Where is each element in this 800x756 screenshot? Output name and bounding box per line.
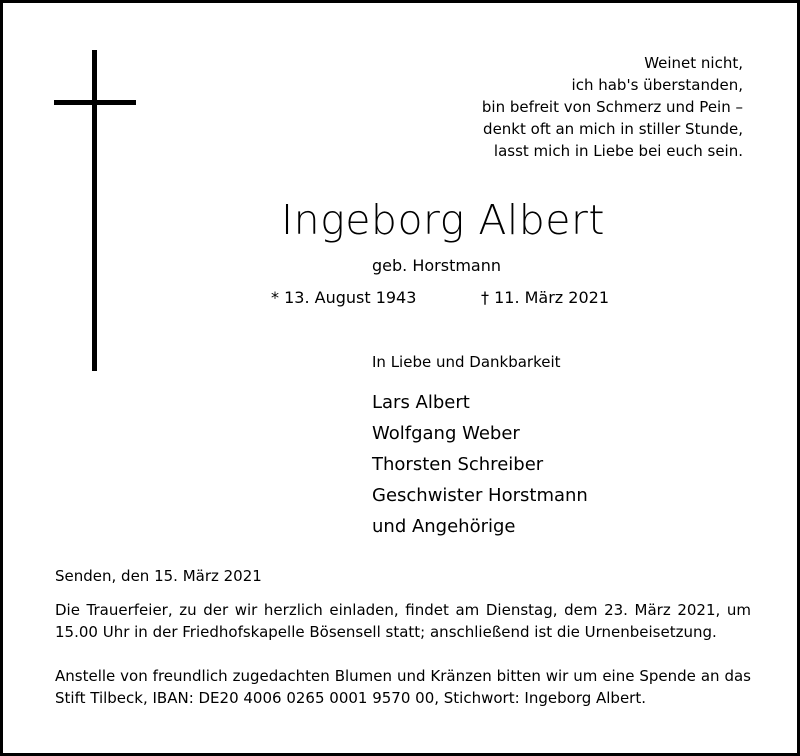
poem-line: lasst mich in Liebe bei euch sein. (493, 142, 743, 160)
mourner: Lars Albert (372, 392, 470, 413)
deceased-name: Ingeborg Albert (281, 196, 605, 244)
donation-info: Anstelle von freundlich zugedachten Blumen und Kränzen bitten wir um eine Spende an das Stift Tilbeck, IBAN: DE20 4006 0265 0001 9570 00, Stichwort: Ingeborg Albert. (55, 667, 751, 707)
maiden-name: geb. Horstmann (372, 256, 502, 275)
gratitude-line: In Liebe und Dankbarkeit (372, 353, 561, 371)
death-date: † 11. März 2021 (481, 288, 610, 307)
cross-icon-bar (54, 100, 136, 105)
mourner: Thorsten Schreiber (372, 454, 544, 475)
poem-line: denkt oft an mich in stiller Stunde, (483, 120, 743, 138)
poem (482, 52, 743, 162)
mourner: Geschwister Horstmann (372, 485, 588, 506)
mourners-list (372, 387, 588, 542)
place-date: Senden, den 15. März 2021 (55, 567, 262, 585)
mourner: Wolfgang Weber (372, 423, 520, 444)
mourner: und Angehörige (372, 516, 516, 537)
birth-date: * 13. August 1943 (271, 288, 417, 307)
poem-line: Weinet nicht, (644, 54, 743, 72)
poem-line: bin befreit von Schmerz und Pein – (481, 98, 743, 116)
poem-line: ich hab's überstanden, (571, 76, 743, 94)
funeral-info: Die Trauerfeier, zu der wir herzlich einladen, findet am Dienstag, dem 23. März 2021, um 15.00 Uhr in der Friedhofskapelle Bösensell statt; anschließend ist die Urnenbeisetzung. (55, 601, 751, 641)
